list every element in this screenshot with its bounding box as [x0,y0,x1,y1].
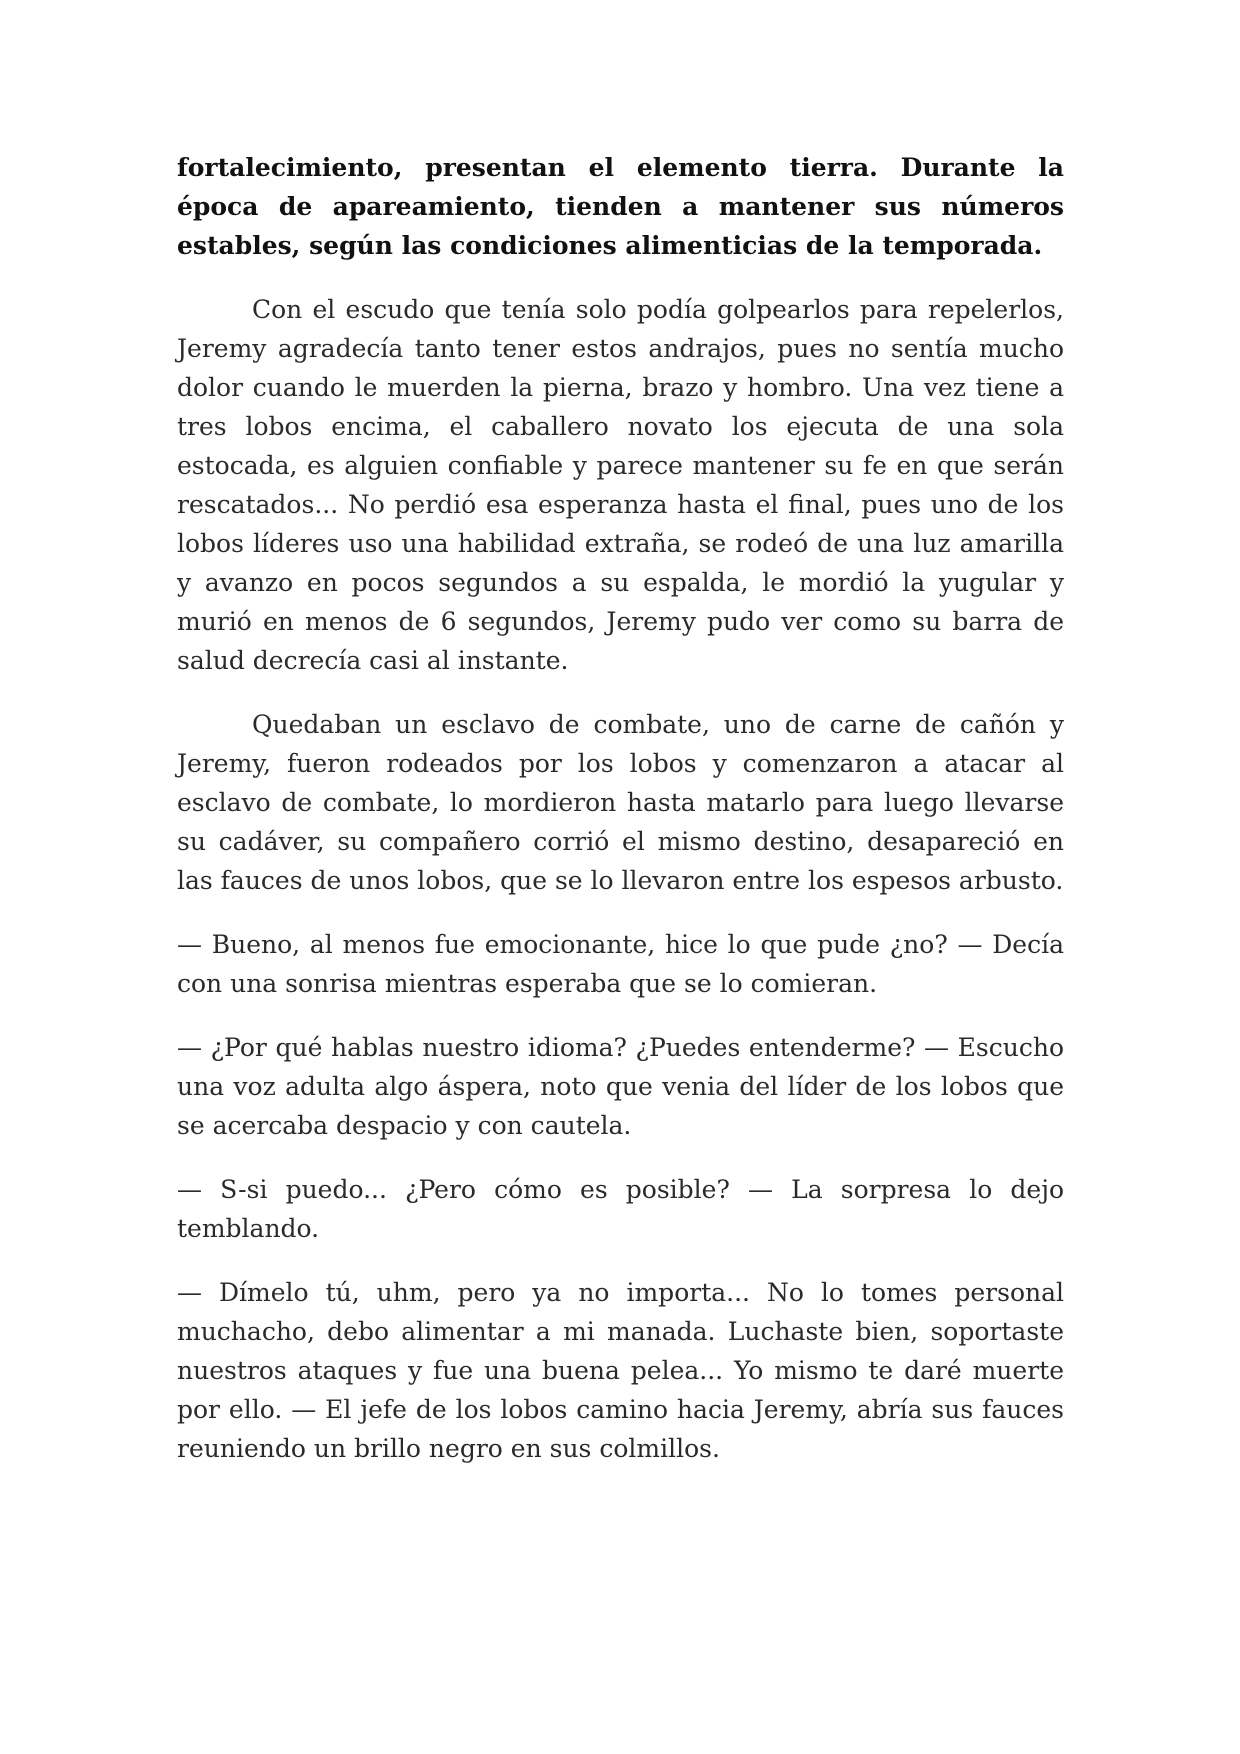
paragraph-dialogue-2: — ¿Por qué hablas nuestro idioma? ¿Puedes entenderme? — Escucho una voz adulta algo áspera, noto que venia del líder de los lobos que se acercaba despacio y con cautela. [177,1033,1064,1140]
paragraph-dialogue-4: — Dímelo tú, uhm, pero ya no importa... No lo tomes personal muchacho, debo alimentar a mi manada. Luchaste bien, soportaste nuestros ataques y fue una buena pelea... Yo mismo te daré muerte por ello. — El jefe de los lobos camino hacia Jeremy, abría sus fauces reuniendo un brillo negro en sus colmillos. [177,1278,1064,1463]
paragraph-narrative-2: Quedaban un esclavo de combate, uno de carne de cañón y Jeremy, fueron rodeados por los lobos y comenzaron a atacar al esclavo de combate, lo mordieron hasta matarlo para luego llevarse su cadáver, su compañero corrió el mismo destino, desapareció en las fauces de unos lobos, que se lo llevaron entre los espesos arbusto. [177,710,1064,895]
document-page [177,148,1064,1493]
paragraph-dialogue-3: — S-si puedo... ¿Pero cómo es posible? — La sorpresa lo dejo temblando. [177,1175,1064,1243]
paragraph-bold-intro: fortalecimiento, presentan el elemento tierra. Durante la época de apareamiento, tienden a mantener sus números estables, según las condiciones alimenticias de la temporada. [177,153,1064,260]
paragraph-narrative-1: Con el escudo que tenía solo podía golpearlos para repelerlos, Jeremy agradecía tanto tener estos andrajos, pues no sentía mucho dolor cuando le muerden la pierna, brazo y hombro. Una vez tiene a tres lobos encima, el caballero novato los ejecuta de una sola estocada, es alguien confiable y parece mantener su fe en que serán rescatados... No perdió esa esperanza hasta el final, pues uno de los lobos líderes uso una habilidad extraña, se rodeó de una luz amarilla y avanzo en pocos segundos a su espalda, le mordió la yugular y murió en menos de 6 segundos, Jeremy pudo ver como su barra de salud decrecía casi al instante. [177,295,1064,675]
paragraph-dialogue-1: — Bueno, al menos fue emocionante, hice lo que pude ¿no? — Decía con una sonrisa mientras esperaba que se lo comieran. [177,930,1064,998]
